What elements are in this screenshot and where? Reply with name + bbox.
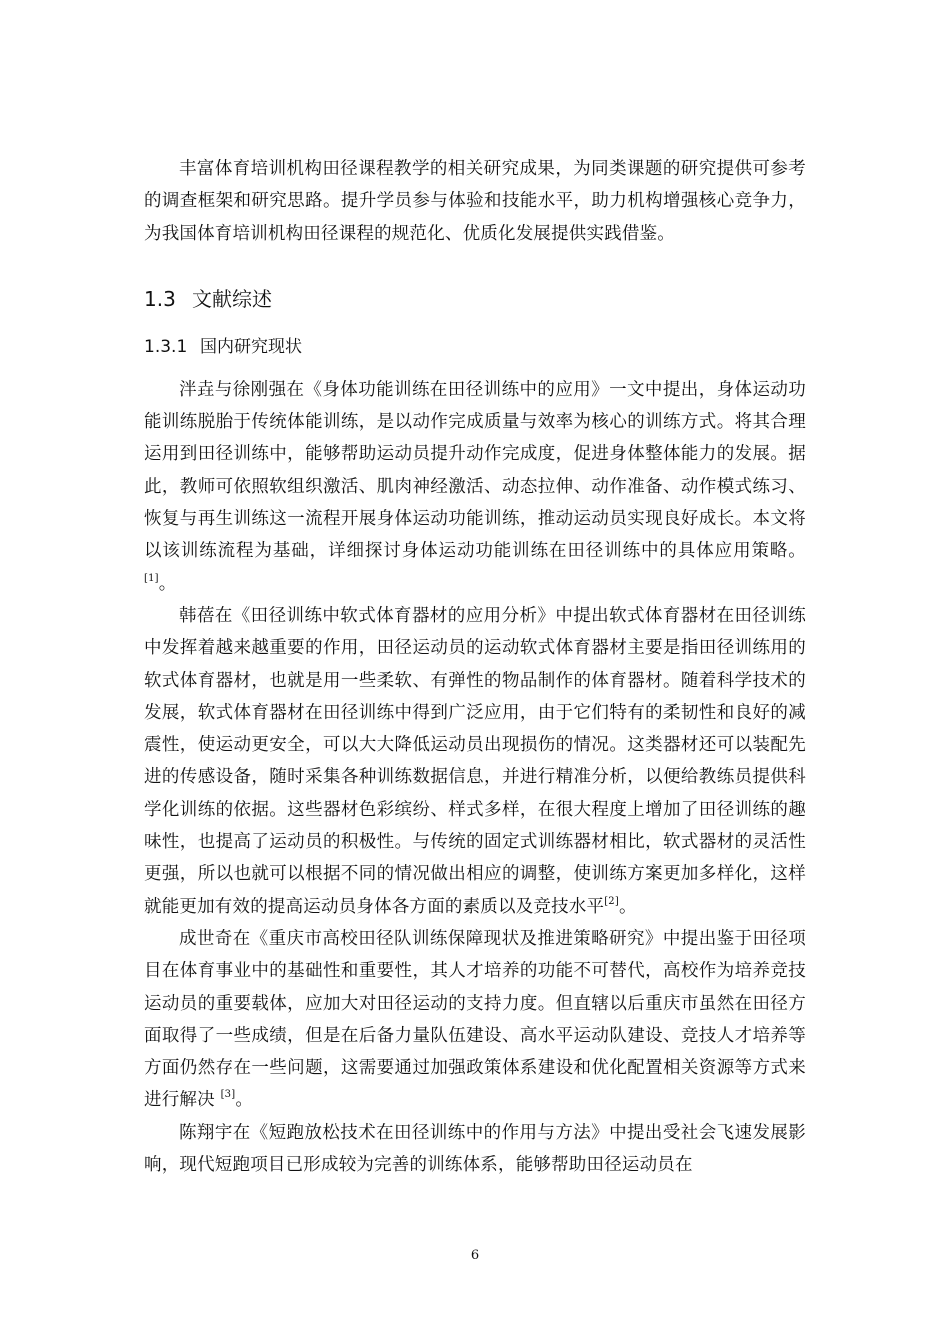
page-number: 6 — [470, 1248, 480, 1263]
section-title: 文献综述 — [192, 286, 272, 311]
body-paragraph-2 — [144, 600, 806, 923]
paragraph-text: 韩蓓在《田径训练中软式体育器材的应用分析》中提出软式体育器材在田径训练中发挥着越来越重要的作用，田径运动员的运动软式体育器材主要是指田径训练用的软式体育器材，也就是用一些柔软、有弹性的物品制作的体育器材。随着科学技术的发展，软式体育器材在田径训练中得到广泛应用，由于它们特有的柔韧性和良好的减震性，使运动更安全，可以大大降低运动员出现损伤的情况。这类器材还可以装配先进的传感设备，随时采集各种训练数据信息，并进行精准分析，以便给教练员提供科学化训练的依据。这些器材色彩缤纷、样式多样，在很大程度上增加了田径训练的趣味性，也提高了运动员的积极性。与传统的固定式训练器材相比，软式器材的灵活性更强，所以也就可以根据不同的情况做出相应的调整，使训练方案更加多样化，这样就能更加有效的提高运动员身体各方面的素质以及竞技水平 — [144, 605, 806, 917]
subsection-number: 1.3.1 — [144, 336, 188, 357]
subsection-title: 国内研究现状 — [200, 336, 302, 357]
citation-ref-1[interactable]: [1] — [144, 572, 159, 584]
citation-ref-3[interactable]: [3] — [220, 1089, 236, 1101]
body-paragraph-1 — [144, 374, 806, 600]
subsection-heading — [144, 332, 806, 362]
paragraph-text: 陈翔宇在《短跑放松技术在田径训练中的作用与方法》中提出受社会飞速发展影响，现代短跑项目已形成较为完善的训练体系，能够帮助田径运动员在 — [144, 1122, 806, 1176]
citation-ref-2[interactable]: [2] — [604, 895, 619, 907]
intro-paragraph: 丰富体育培训机构田径课程教学的相关研究成果，为同类课题的研究提供可参考的调查框架和研究思路。提升学员参与体验和技能水平，助力机构增强核心竞争力，为我国体育培训机构田径课程的规范化、优质化发展提供实践借鉴。 — [144, 159, 806, 244]
section-number: 1.3 — [144, 286, 176, 311]
paragraph-tail: 。 — [235, 1090, 254, 1111]
body-paragraph-4 — [144, 1117, 806, 1182]
paragraph-text: 成世奇在《重庆市高校田径队训练保障现状及推进策略研究》中提出鉴于田径项目在体育事业中的基础性和重要性，其人才培养的功能不可替代，高校作为培养竞技运动员的重要载体，应加大对田径运动的支持力度。但直辖以后重庆市虽然在田径方面取得了一些成绩，但是在后备力量队伍建设、高水平运动队建设、竞技人才培养等方面仍然存在一些问题，这需要通过加强政策体系建设和优化配置相关资源等方式来进行解决 — [144, 928, 806, 1111]
paragraph-tail: 。 — [158, 573, 177, 594]
page-content — [144, 153, 806, 1181]
paragraph-tail: 。 — [618, 896, 637, 917]
section-heading — [144, 284, 806, 314]
paragraph-text: 泮垚与徐刚强在《身体功能训练在田径训练中的应用》一文中提出，身体运动功能训练脱胎于传统体能训练，是以动作完成质量与效率为核心的训练方式。将其合理运用到田径训练中，能够帮助运动员提升动作完成度，促进身体整体能力的发展。据此，教师可依照软组织激活、肌肉神经激活、动态拉伸、动作准备、动作模式练习、恢复与再生训练这一流程开展身体运动功能训练，推动运动员实现良好成长。本文将以该训练流程为基础，详细探讨身体运动功能训练在田径训练中的具体应用策略。 — [144, 379, 806, 562]
body-paragraph-3 — [144, 923, 806, 1117]
